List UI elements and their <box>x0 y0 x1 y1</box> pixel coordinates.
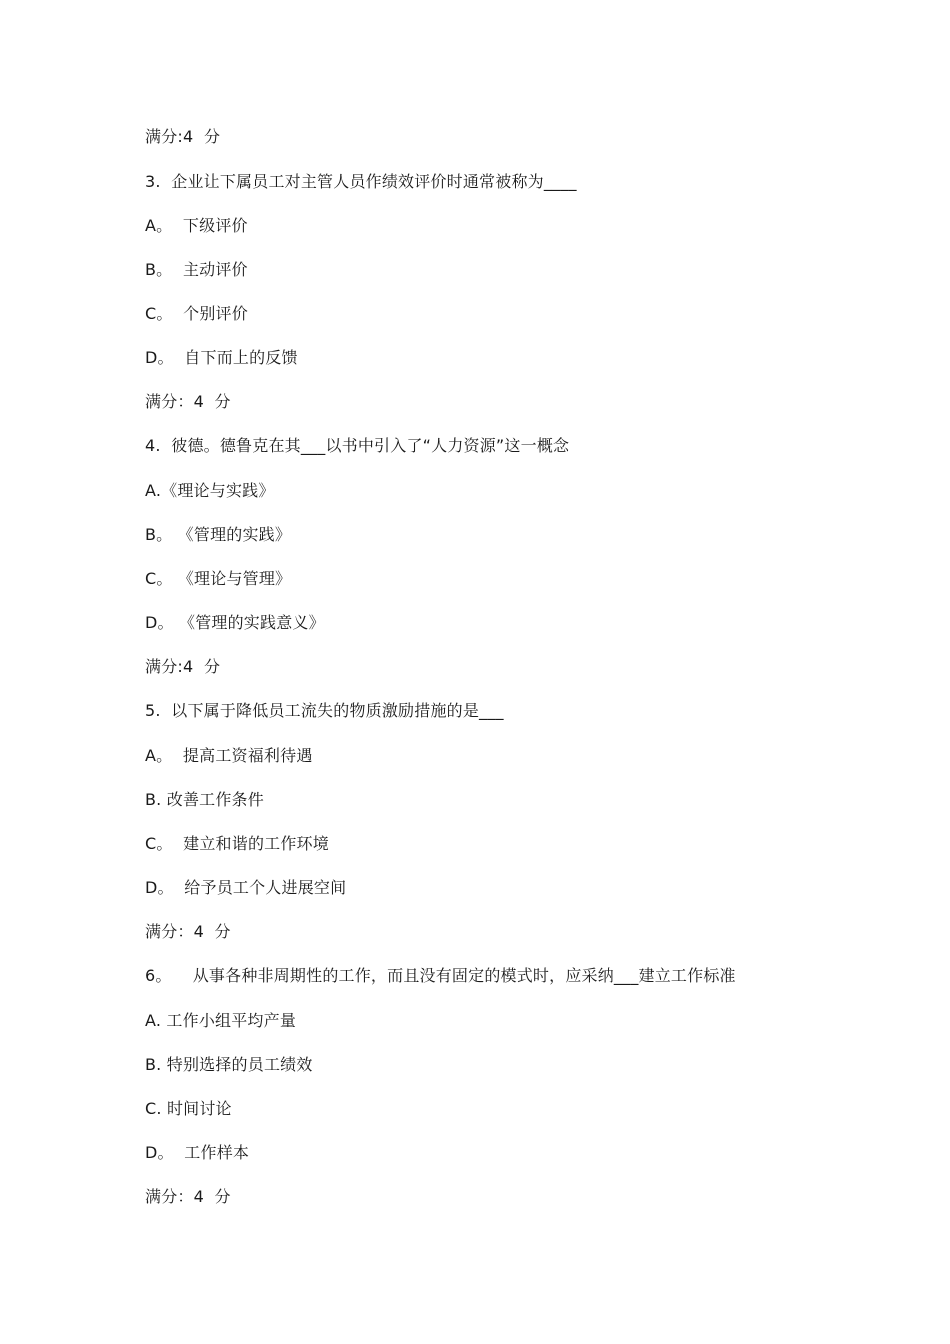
score-line: 满分：4 分 <box>145 1187 231 1206</box>
option-d: D。 给予员工个人进展空间 <box>145 878 347 897</box>
option-c: C. 时间讨论 <box>145 1099 232 1118</box>
option-a: A。 提高工资福利待遇 <box>145 746 313 765</box>
question-6: 6。 从事各种非周期性的工作，而且没有固定的模式时，应采纳___建立工作标准 <box>145 966 736 985</box>
option-b: B. 特别选择的员工绩效 <box>145 1055 313 1074</box>
option-d: D。 自下而上的反馈 <box>145 348 298 367</box>
option-d: D。 《管理的实践意义》 <box>145 613 325 632</box>
option-c: C。 个别评价 <box>145 304 248 323</box>
option-d: D。 工作样本 <box>145 1143 250 1162</box>
score-line: 满分:4 分 <box>145 127 221 146</box>
score-line: 满分:4 分 <box>145 657 221 676</box>
option-b: B。 《管理的实践》 <box>145 525 292 544</box>
question-4: 4. 彼德。德鲁克在其___以书中引入了“人力资源”这一概念 <box>145 436 570 455</box>
question-5: 5. 以下属于降低员工流失的物质激励措施的是___ <box>145 701 504 720</box>
score-line: 满分：4 分 <box>145 922 231 941</box>
score-line: 满分：4 分 <box>145 392 231 411</box>
option-a: A.《理论与实践》 <box>145 481 275 500</box>
option-c: C。 建立和谐的工作环境 <box>145 834 329 853</box>
option-a: A。 下级评价 <box>145 216 248 235</box>
option-b: B. 改善工作条件 <box>145 790 264 809</box>
option-c: C。 《理论与管理》 <box>145 569 292 588</box>
option-a: A. 工作小组平均产量 <box>145 1011 297 1030</box>
option-b: B。 主动评价 <box>145 260 248 279</box>
question-3: 3. 企业让下属员工对主管人员作绩效评价时通常被称为____ <box>145 172 577 191</box>
